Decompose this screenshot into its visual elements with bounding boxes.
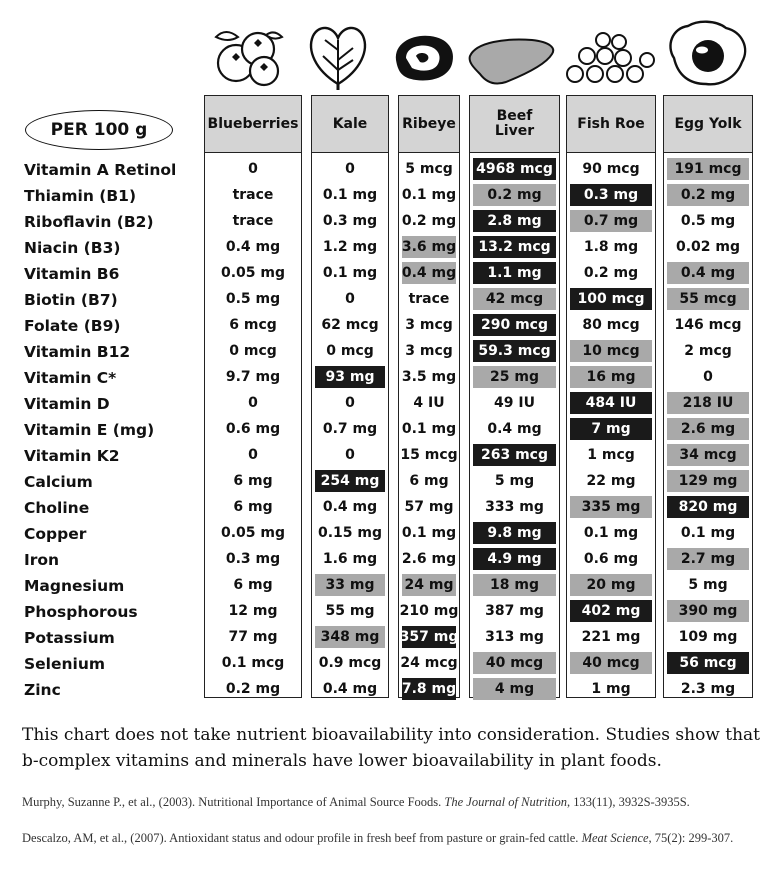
row-label: Vitamin A Retinol [24,161,177,179]
table-cell: 4 mg [473,678,556,700]
table-cell: 24 mcg [400,655,458,671]
table-cell: 0.15 mg [317,525,383,541]
table-cell: 2.6 mg [667,418,749,440]
kale-icon [305,20,371,90]
table-cell: 6 mg [233,499,273,515]
table-cell: 0.2 mg [473,184,556,206]
table-cell: 0 [248,161,258,177]
table-cell: 20 mg [570,574,652,596]
table-cell: 0.2 mg [667,184,749,206]
table-cell: 34 mcg [667,444,749,466]
table-cell: 1.2 mg [322,239,378,255]
table-cell: 0.9 mcg [318,655,382,671]
table-cell: 0.6 mg [583,551,639,567]
table-cell: 0.2 mg [225,681,281,697]
row-label: Potassium [24,629,115,647]
column-blueberries [204,95,302,698]
table-cell: 254 mg [315,470,385,492]
table-cell: 93 mg [315,366,385,388]
row-label: Magnesium [24,577,125,595]
table-cell: 6 mcg [229,317,277,333]
row-label: Vitamin B6 [24,265,120,283]
row-label: Iron [24,551,60,569]
table-cell: 5 mg [688,577,728,593]
table-cell: 1 mcg [587,447,635,463]
table-cell: 0.4 mg [667,262,749,284]
table-cell: 0.1 mg [401,187,457,203]
ribeye-icon [390,32,458,84]
table-cell: 3.6 mg [402,236,456,258]
bioavailability-note: This chart does not take nutrient bioavailability into consideration. Studies show that b-complex vitamins and minerals have lower bioavailability in plant foods. [22,725,761,771]
table-cell: trace [408,291,450,307]
table-cell: 0.4 mg [487,421,542,437]
table-cell: 5 mg [494,473,535,489]
column-header: Blueberries [205,96,301,153]
table-cell: 0.1 mg [401,525,457,541]
table-cell: 0.1 mg [322,187,378,203]
table-cell: 0.1 mg [680,525,736,541]
table-cell: 7 mg [570,418,652,440]
table-cell: 390 mg [667,600,749,622]
row-label: Zinc [24,681,61,699]
row-label: Phosphorous [24,603,138,621]
row-label: Biotin (B7) [24,291,118,309]
table-cell: 62 mcg [321,317,379,333]
column-header: Fish Roe [567,96,655,153]
table-cell: 0.1 mg [583,525,639,541]
table-cell: 0.7 mg [322,421,378,437]
table-cell: 9.7 mg [225,369,281,385]
column-beef-liver [469,95,560,698]
row-label: Riboflavin (B2) [24,213,154,231]
reference-2-journal: Meat Science [581,831,649,845]
row-label: Vitamin C* [24,369,117,387]
reference-2-details: , 75(2): 299-307. [648,831,734,845]
table-cell: 3.5 mg [401,369,457,385]
table-cell: 0 [345,395,355,411]
table-cell: 218 IU [667,392,749,414]
table-cell: 2.3 mg [680,681,736,697]
table-cell: 0.2 mg [401,213,457,229]
column-ribeye [398,95,460,698]
table-cell: 0 [345,291,355,307]
table-cell: 2.7 mg [667,548,749,570]
per-100g-label: PER 100 g [25,110,173,150]
row-label: Copper [24,525,87,543]
table-cell: 2.6 mg [401,551,457,567]
column-fish-roe [566,95,656,698]
table-cell: 4 IU [413,395,445,411]
column-header: Ribeye [399,96,459,153]
column-header: Egg Yolk [664,96,752,153]
table-cell: 0.5 mg [680,213,736,229]
table-cell: 59.3 mcg [473,340,556,362]
table-cell: 221 mg [581,629,641,645]
table-cell: 0.6 mg [225,421,281,437]
table-cell: 0 [248,447,258,463]
table-cell: 0.4 mg [322,499,378,515]
row-label: Vitamin D [24,395,110,413]
table-cell: 0.4 mg [402,262,456,284]
table-cell: 0.3 mg [225,551,281,567]
egg-yolk-icon [662,18,752,90]
row-label: Calcium [24,473,93,491]
table-cell: 10 mcg [570,340,652,362]
table-cell: 313 mg [485,629,544,645]
table-cell: 3 mcg [405,343,453,359]
table-cell: 3 mcg [405,317,453,333]
table-cell: 5 mcg [405,161,453,177]
table-cell: 18 mg [473,574,556,596]
table-cell: 42 mcg [473,288,556,310]
table-cell: 15 mcg [400,447,458,463]
table-cell: 13.2 mcg [473,236,556,258]
table-cell: 33 mg [315,574,385,596]
table-cell: 290 mcg [473,314,556,336]
table-cell: 1.1 mg [473,262,556,284]
table-cell: 0.4 mg [322,681,378,697]
row-label: Vitamin B12 [24,343,131,361]
table-cell: 2.8 mg [473,210,556,232]
table-cell: 7.8 mg [402,678,456,700]
column-header: Beef Liver [470,96,559,153]
table-cell: 40 mcg [570,652,652,674]
table-cell: 1 mg [591,681,631,697]
table-cell: 0.2 mg [583,265,639,281]
row-label: Thiamin (B1) [24,187,137,205]
table-cell: 57 mg [404,499,454,515]
table-cell: 49 IU [494,395,535,411]
table-cell: 0 mcg [326,343,374,359]
table-cell: 1.8 mg [583,239,639,255]
table-cell: 4.9 mg [473,548,556,570]
beef-liver-icon [466,34,558,86]
table-cell: 348 mg [315,626,385,648]
table-cell: 6 mg [233,577,273,593]
table-cell: 191 mcg [667,158,749,180]
table-cell: 0.3 mg [322,213,378,229]
table-cell: 6 mg [409,473,449,489]
table-cell: 820 mg [667,496,749,518]
column-kale [311,95,389,698]
table-cell: 0 [703,369,713,385]
table-cell: 0.05 mg [220,265,286,281]
table-cell: 55 mg [325,603,375,619]
table-cell: 333 mg [485,499,544,515]
reference-1-details: , 133(11), 3932S-3935S. [566,795,690,809]
table-cell: 484 IU [570,392,652,414]
table-cell: 12 mg [228,603,278,619]
row-label: Vitamin E (mg) [24,421,155,439]
table-cell: 0 mcg [229,343,277,359]
table-cell: 0.3 mg [570,184,652,206]
table-cell: 387 mg [485,603,544,619]
table-cell: 357 mg [402,626,456,648]
table-cell: 0 [345,447,355,463]
table-cell: 77 mg [228,629,278,645]
table-cell: 55 mcg [667,288,749,310]
reference-1-text: Murphy, Suzanne P., et al., (2003). Nutritional Importance of Animal Source Foods. [22,795,445,809]
table-cell: 2 mcg [684,343,732,359]
row-label: Choline [24,499,90,517]
table-cell: 402 mg [570,600,652,622]
table-cell: 90 mcg [582,161,640,177]
table-cell: 56 mcg [667,652,749,674]
table-cell: 0.1 mg [322,265,378,281]
table-cell: 80 mcg [582,317,640,333]
table-cell: 16 mg [570,366,652,388]
table-cell: 22 mg [586,473,636,489]
table-cell: 263 mcg [473,444,556,466]
reference-1 [22,794,762,811]
table-cell: 0.1 mcg [221,655,285,671]
row-label: Vitamin K2 [24,447,120,465]
blueberries-icon [196,25,292,87]
table-cell: 6 mg [233,473,273,489]
row-label: Selenium [24,655,106,673]
table-cell: 0.4 mg [225,239,281,255]
table-cell: 24 mg [402,574,456,596]
row-label: Niacin (B3) [24,239,121,257]
table-cell: 0.05 mg [220,525,286,541]
row-label: Folate (B9) [24,317,121,335]
table-cell: 40 mcg [473,652,556,674]
table-cell: trace [232,187,274,203]
table-cell: 100 mcg [570,288,652,310]
table-cell: 0.02 mg [675,239,741,255]
table-cell: 210 mg [399,603,459,619]
table-cell: 1.6 mg [322,551,378,567]
table-cell: 0.7 mg [570,210,652,232]
table-cell: 109 mg [678,629,738,645]
table-cell: 146 mcg [674,317,742,333]
reference-2 [22,830,762,847]
reference-1-journal: The Journal of Nutrition [444,795,567,809]
table-cell: 0 [248,395,258,411]
table-cell: 4968 mcg [473,158,556,180]
table-cell: 0.5 mg [225,291,281,307]
column-egg-yolk [663,95,753,698]
table-cell: 9.8 mg [473,522,556,544]
column-header: Kale [312,96,388,153]
table-cell: 0 [345,161,355,177]
table-cell: 0.1 mg [401,421,457,437]
table-cell: 335 mg [570,496,652,518]
table-cell: 129 mg [667,470,749,492]
fish-roe-icon [563,30,655,88]
table-cell: 25 mg [473,366,556,388]
reference-2-text: Descalzo, AM, et al., (2007). Antioxidant status and odour profile in fresh beef from pasture or grain-fed cattle. [22,831,582,845]
table-cell: trace [232,213,274,229]
